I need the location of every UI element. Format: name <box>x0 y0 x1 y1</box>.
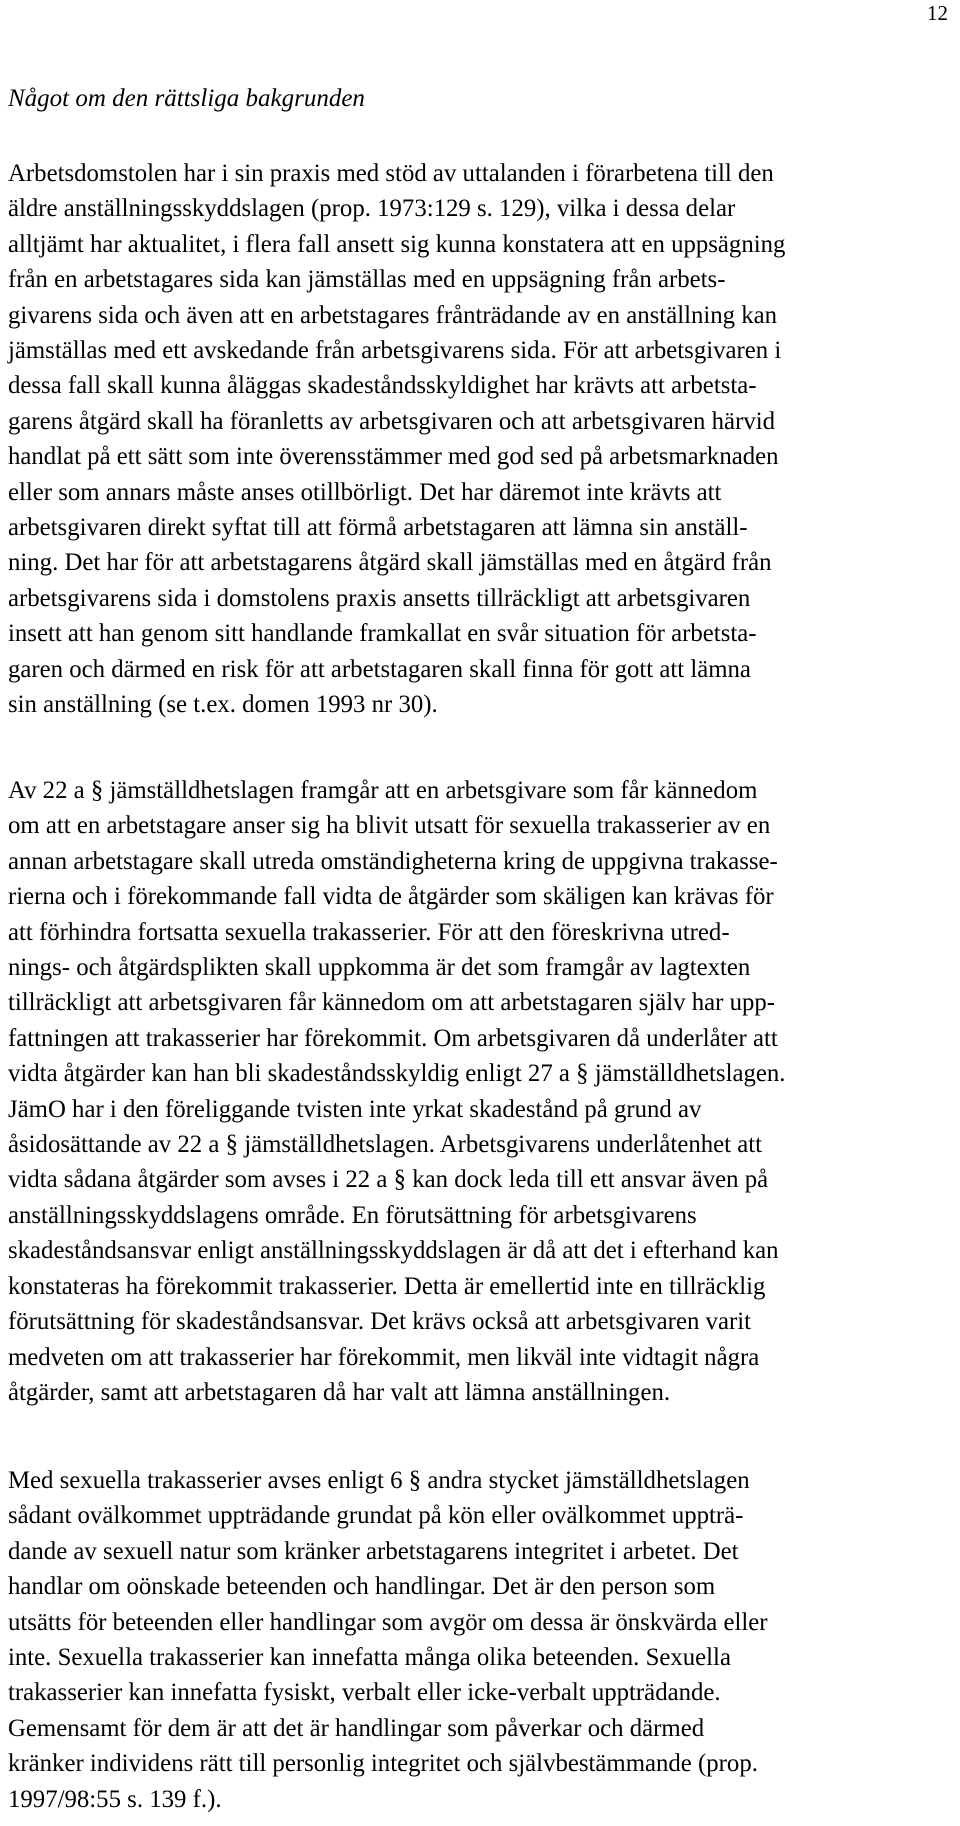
paragraph-line: dande av sexuell natur som kränker arbetstagarens integritet i arbetet. Det <box>8 1537 739 1565</box>
paragraph-3 <box>8 1463 953 1817</box>
paragraph-line: nings- och åtgärdsplikten skall uppkomma är det som framgår av lagtexten <box>8 954 751 982</box>
page-number: 12 <box>927 1 948 25</box>
paragraph-line: trakasserier kan innefatta fysiskt, verbalt eller icke-verbalt uppträdande. <box>8 1679 721 1707</box>
paragraph-line: dessa fall skall kunna åläggas skadeståndsskyldighet har krävts att arbetsta- <box>8 372 757 400</box>
paragraph-line: vidta sådana åtgärder som avses i 22 a § kan dock leda till ett ansvar även på <box>8 1166 769 1194</box>
paragraph-line: kränker individens rätt till personlig integritet och självbestämmande (prop. <box>8 1750 758 1778</box>
paragraph-line: om att en arbetstagare anser sig ha blivit utsatt för sexuella trakasserier av en <box>8 812 771 840</box>
paragraph-line: anställningsskyddslagens område. En förutsättning för arbetsgivarens <box>8 1201 697 1229</box>
paragraph-line: fattningen att trakasserier har förekommit. Om arbetsgivaren då underlåter att <box>8 1024 778 1052</box>
paragraph-line: utsätts för beteenden eller handlingar som avgör om dessa är önskvärda eller <box>8 1608 768 1636</box>
paragraph-line: arbetsgivarens sida i domstolens praxis ansetts tillräckligt att arbetsgivaren <box>8 584 751 612</box>
section-heading: Något om den rättsliga bakgrunden <box>8 85 365 112</box>
paragraph-line: garen och därmed en risk för att arbetstagaren skall finna för gott att lämna <box>8 655 751 683</box>
paragraph-line: medveten om att trakasserier har förekommit, men likväl inte vidtagit några <box>8 1343 760 1371</box>
paragraph-line: ning. Det har för att arbetstagarens åtgärd skall jämställas med en åtgärd från <box>8 549 772 577</box>
paragraph-line: insett att han genom sitt handlande framkallat en svår situation för arbetsta- <box>8 620 757 648</box>
paragraph-line: Av 22 a § jämställdhetslagen framgår att en arbetsgivare som får kännedom <box>8 777 758 804</box>
paragraph-line: alltjämt har aktualitet, i flera fall ansett sig kunna konstatera att en uppsägning <box>8 230 786 258</box>
paragraph-line: tillräckligt att arbetsgivaren får kännedom om att arbetstagaren själv har upp- <box>8 989 776 1017</box>
paragraph-line: 1997/98:55 s. 139 f.). <box>8 1785 222 1813</box>
paragraph-line: sådant ovälkommet uppträdande grundat på kön eller ovälkommet uppträ- <box>8 1502 744 1530</box>
paragraph-line: Med sexuella trakasserier avses enligt 6 § andra stycket jämställdhetslagen <box>8 1467 750 1494</box>
paragraph-line: inte. Sexuella trakasserier kan innefatta många olika beteenden. Sexuella <box>8 1644 731 1672</box>
paragraph-line: garens åtgärd skall ha föranletts av arbetsgivaren och att arbetsgivaren härvid <box>8 407 776 435</box>
paragraph-line: vidta åtgärder kan han bli skadeståndsskyldig enligt 27 a § jämställdhetslagen. <box>8 1060 786 1088</box>
paragraph-line: handlar om oönskade beteenden och handlingar. Det är den person som <box>8 1573 716 1601</box>
paragraph-line: konstateras ha förekommit trakasserier. Detta är emellertid inte en tillräcklig <box>8 1272 766 1300</box>
paragraph-line: handlat på ett sätt som inte överensstämmer med god sed på arbetsmarknaden <box>8 443 779 471</box>
paragraph-1 <box>8 156 953 723</box>
paragraph-line: eller som annars måste anses otillbörligt. Det har däremot inte krävts att <box>8 478 722 506</box>
paragraph-2 <box>8 773 953 1410</box>
paragraph-line: Arbetsdomstolen har i sin praxis med stöd av uttalanden i förarbetena till den <box>8 160 774 187</box>
paragraph-line: arbetsgivaren direkt syftat till att förmå arbetstagaren att lämna sin anställ- <box>8 514 748 542</box>
paragraph-line: åtgärder, samt att arbetstagaren då har valt att lämna anställningen. <box>8 1378 671 1406</box>
paragraph-line: rierna och i förekommande fall vidta de åtgärder som skäligen kan krävas för <box>8 883 774 911</box>
paragraph-line: jämställas med ett avskedande från arbetsgivarens sida. För att arbetsgivaren i <box>8 337 782 365</box>
paragraph-line: Gemensamt för dem är att det är handlingar som påverkar och därmed <box>8 1714 705 1742</box>
paragraph-line: att förhindra fortsatta sexuella trakasserier. För att den föreskrivna utred- <box>8 918 730 946</box>
paragraph-line: givarens sida och även att en arbetstagares frånträdande av en anställning kan <box>8 301 778 329</box>
paragraph-line: skadeståndsansvar enligt anställningsskyddslagen är då att det i efterhand kan <box>8 1237 779 1265</box>
paragraph-line: äldre anställningsskyddslagen (prop. 1973:129 s. 129), vilka i dessa delar <box>8 195 736 223</box>
paragraph-line: annan arbetstagare skall utreda omständigheterna kring de uppgivna trakasse- <box>8 847 778 875</box>
paragraph-line: JämO har i den föreliggande tvisten inte yrkat skadestånd på grund av <box>8 1095 702 1123</box>
paragraph-line: sin anställning (se t.ex. domen 1993 nr 30). <box>8 691 438 719</box>
paragraph-line: åsidosättande av 22 a § jämställdhetslagen. Arbetsgivarens underlåtenhet att <box>8 1131 763 1159</box>
paragraph-line: från en arbetstagares sida kan jämställas med en uppsägning från arbets- <box>8 266 726 294</box>
paragraph-line: förutsättning för skadeståndsansvar. Det krävs också att arbetsgivaren varit <box>8 1308 751 1336</box>
